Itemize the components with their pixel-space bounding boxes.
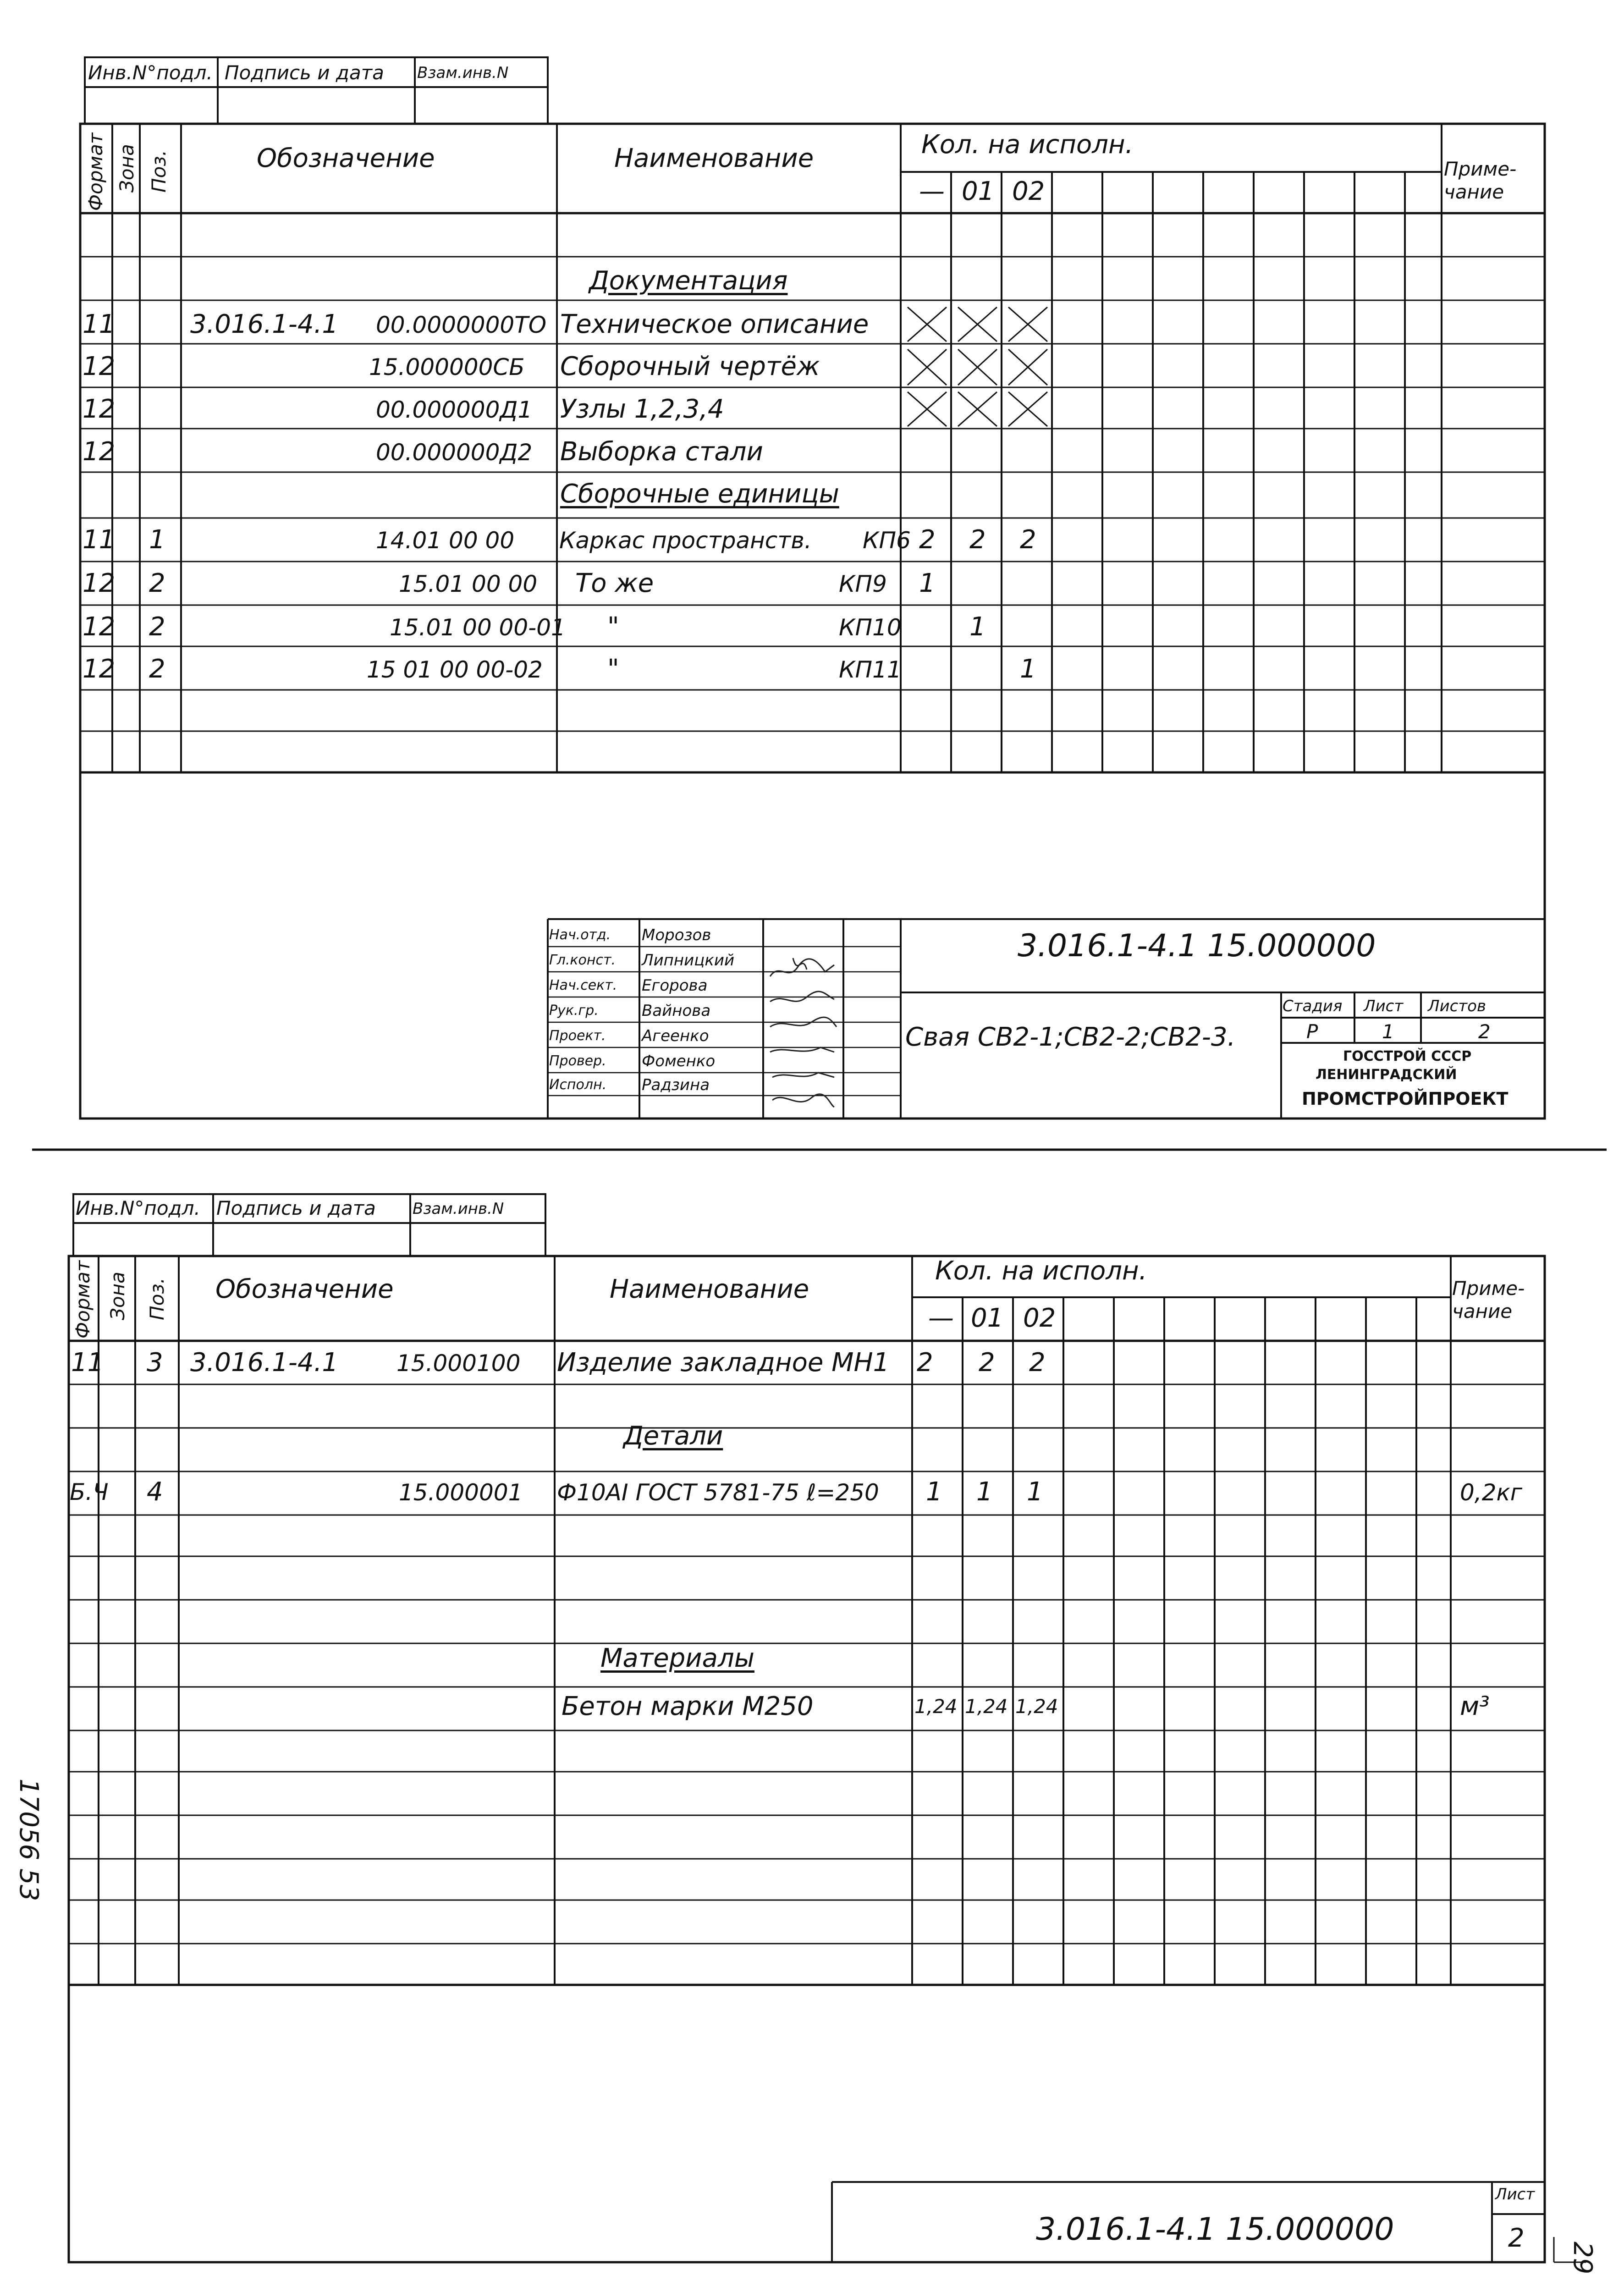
sheet2-label: Лист xyxy=(1495,2185,1535,2204)
row1-designation: 00.0000000ТО xyxy=(376,312,547,338)
row8-name: " xyxy=(607,654,619,684)
stamp-replace-inv: Взам.инв.N xyxy=(417,64,509,82)
header-name: Наименование xyxy=(614,143,814,173)
person-4: Вайнова xyxy=(642,1002,711,1020)
row1-fmt: 11 xyxy=(83,309,116,339)
section-parts: Детали xyxy=(623,1421,723,1451)
row3-designation: 00.000000Д1 xyxy=(376,397,533,423)
s2-row1-q0: 2 xyxy=(917,1348,933,1377)
s2-row1-pos: 3 xyxy=(147,1348,163,1377)
s2-row1-q2: 2 xyxy=(1029,1348,1046,1377)
doc-code-sheet1: 3.016.1-4.1 15.000000 xyxy=(1018,928,1376,964)
person-7: Радзина xyxy=(642,1076,710,1094)
section-assembly: Сборочные единицы xyxy=(560,479,839,509)
row8-q2: 1 xyxy=(1020,654,1036,684)
s2-row3-q1: 1,24 xyxy=(965,1695,1008,1718)
person-6: Фоменко xyxy=(642,1052,716,1070)
header2-note-1: Приме- xyxy=(1452,1277,1525,1300)
s2-row2-q2: 1 xyxy=(1027,1477,1043,1507)
row1-code: 3.016.1-4.1 xyxy=(190,309,339,339)
header-qty-2: 02 xyxy=(1012,176,1045,206)
row5-sub: КП6 xyxy=(863,527,911,554)
sheet-value: 1 xyxy=(1382,1020,1394,1043)
header2-qty-2: 02 xyxy=(1023,1303,1056,1333)
row4-fmt: 12 xyxy=(83,437,116,467)
row8-designation: 15 01 00 00-02 xyxy=(367,656,543,683)
row7-pos: 2 xyxy=(149,612,165,642)
row7-sub: КП10 xyxy=(839,614,902,641)
s2-row2-q0: 1 xyxy=(926,1477,942,1507)
stamp2-sign-date: Подпись и дата xyxy=(216,1197,376,1219)
header-note-1: Приме- xyxy=(1444,158,1517,180)
stage-label: Стадия xyxy=(1283,997,1343,1015)
header2-qty: Кол. на исполн. xyxy=(935,1256,1147,1286)
row6-q0: 1 xyxy=(919,568,936,598)
row2-fmt: 12 xyxy=(83,352,116,381)
header2-pos: Поз. xyxy=(146,1278,168,1320)
row6-fmt: 12 xyxy=(83,568,116,598)
row6-name: То же xyxy=(575,568,654,598)
row2-designation: 15.000000СБ xyxy=(369,354,525,380)
org-line-2: ЛЕНИНГРАДСКИЙ xyxy=(1316,1067,1457,1083)
row6-sub: КП9 xyxy=(839,571,887,597)
role-6: Провер. xyxy=(549,1053,606,1069)
person-3: Егорова xyxy=(642,976,708,995)
archive-number: 17056 53 xyxy=(14,1779,44,1901)
header2-name: Наименование xyxy=(610,1274,809,1304)
row7-designation: 15.01 00 00-01 xyxy=(390,614,566,641)
document-title: Свая СВ2-1;СВ2-2;СВ2-3. xyxy=(905,1022,1236,1052)
s2-row3-name: Бетон марки М250 xyxy=(562,1691,814,1721)
stamp2-inv-no: Инв.N°подл. xyxy=(76,1197,200,1219)
header-zone: Зона xyxy=(116,144,138,193)
row5-designation: 14.01 00 00 xyxy=(376,527,515,554)
s2-row1-code: 3.016.1-4.1 xyxy=(190,1348,339,1377)
person-1: Морозов xyxy=(642,926,711,944)
role-7: Исполн. xyxy=(549,1077,607,1093)
header2-note-2: чание xyxy=(1452,1300,1513,1322)
section-materials: Материалы xyxy=(600,1643,754,1673)
row7-name: " xyxy=(607,612,619,642)
header-qty-0: — xyxy=(919,176,945,206)
header-format: Формат xyxy=(84,132,107,211)
s2-row2-note: 0,2кг xyxy=(1460,1479,1522,1506)
row5-q2: 2 xyxy=(1020,525,1036,555)
sheet2-value: 2 xyxy=(1508,2223,1525,2253)
row5-q0: 2 xyxy=(919,525,936,555)
row4-designation: 00.000000Д2 xyxy=(376,439,533,466)
row3-fmt: 12 xyxy=(83,394,116,424)
stamp-inv-no: Инв.N°подл. xyxy=(88,61,213,84)
row5-q1: 2 xyxy=(969,525,986,555)
row2-name: Сборочный чертёж xyxy=(560,352,820,381)
header-note-2: чание xyxy=(1444,181,1504,203)
row5-name: Каркас пространств. xyxy=(559,527,812,554)
stamp-sign-date: Подпись и дата xyxy=(225,61,384,84)
row5-fmt: 11 xyxy=(83,525,116,555)
s2-row2-designation: 15.000001 xyxy=(399,1479,523,1506)
s2-row2-name: Ф10АI ГОСТ 5781-75 ℓ=250 xyxy=(557,1479,879,1506)
person-5: Агеенко xyxy=(642,1027,709,1045)
s2-row3-q0: 1,24 xyxy=(914,1695,958,1718)
header2-format: Формат xyxy=(72,1260,94,1339)
sheets-label: Листов xyxy=(1428,997,1486,1015)
header-qty-1: 01 xyxy=(962,176,995,206)
person-2: Липницкий xyxy=(642,951,735,970)
header2-zone: Зона xyxy=(106,1272,129,1320)
row8-pos: 2 xyxy=(149,654,165,684)
s2-row3-q2: 1,24 xyxy=(1015,1695,1058,1718)
s2-row1-fmt: 11 xyxy=(71,1348,104,1377)
row7-fmt: 12 xyxy=(83,612,116,642)
role-1: Нач.отд. xyxy=(549,927,611,943)
s2-row2-fmt: Б.Ч xyxy=(70,1479,109,1505)
role-5: Проект. xyxy=(549,1028,606,1044)
section-documentation: Документация xyxy=(589,266,788,296)
s2-row1-designation: 15.000100 xyxy=(396,1350,521,1377)
org-line-1: ГОССТРОЙ СССР xyxy=(1343,1048,1472,1064)
row6-pos: 2 xyxy=(149,568,165,598)
row3-name: Узлы 1,2,3,4 xyxy=(560,394,724,424)
role-2: Гл.конст. xyxy=(549,952,616,968)
row4-name: Выборка стали xyxy=(560,437,763,467)
row1-name: Техническое описание xyxy=(560,309,869,339)
doc-code-sheet2: 3.016.1-4.1 15.000000 xyxy=(1036,2211,1394,2248)
row5-pos: 1 xyxy=(149,525,165,555)
header2-designation: Обозначение xyxy=(215,1274,394,1304)
row7-q1: 1 xyxy=(969,612,986,642)
stamp2-replace-inv: Взам.инв.N xyxy=(413,1200,504,1218)
header-qty: Кол. на исполн. xyxy=(921,130,1134,160)
row8-sub: КП11 xyxy=(839,656,902,683)
header2-qty-0: — xyxy=(928,1303,954,1333)
sheet-label: Лист xyxy=(1364,997,1404,1015)
s2-row3-note: м³ xyxy=(1460,1691,1490,1721)
header-designation: Обозначение xyxy=(257,143,435,173)
sheets-value: 2 xyxy=(1478,1020,1491,1043)
org-line-3: ПРОМСТРОЙПРОЕКТ xyxy=(1302,1089,1508,1109)
row8-fmt: 12 xyxy=(83,654,116,684)
header-pos: Поз. xyxy=(148,150,170,193)
page-number: 29 xyxy=(1568,2242,1597,2275)
s2-row2-pos: 4 xyxy=(147,1477,163,1507)
signatures xyxy=(765,949,843,1118)
s2-row1-name: Изделие закладное МН1 xyxy=(557,1348,890,1377)
header2-qty-1: 01 xyxy=(971,1303,1004,1333)
stage-value: Р xyxy=(1306,1020,1318,1043)
row6-designation: 15.01 00 00 xyxy=(399,571,538,597)
role-4: Рук.гр. xyxy=(549,1003,599,1019)
role-3: Нач.сект. xyxy=(549,977,617,993)
s2-row1-q1: 2 xyxy=(979,1348,995,1377)
s2-row2-q1: 1 xyxy=(976,1477,993,1507)
